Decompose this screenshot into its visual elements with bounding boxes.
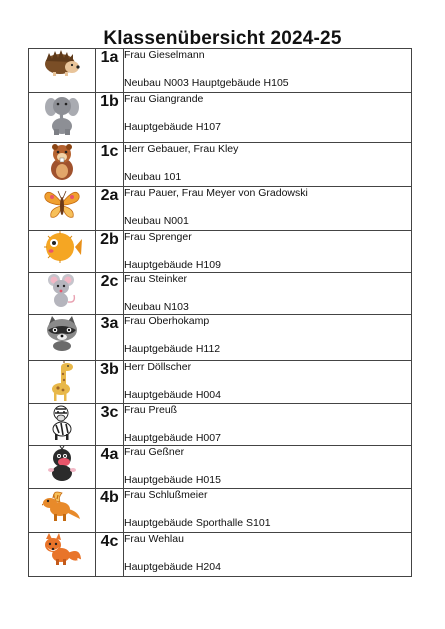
butterfly-icon: [43, 187, 81, 221]
class-code: 1b: [96, 93, 124, 143]
table-row: [29, 533, 412, 577]
table-row: [29, 315, 412, 361]
teacher-name: Frau Wehlau: [124, 533, 184, 545]
page-title: Klassenübersicht 2024-25: [103, 28, 342, 49]
dragon-icon: [42, 489, 82, 523]
class-info: [124, 361, 412, 404]
class-info: [124, 273, 412, 315]
zebra-icon: [49, 404, 75, 440]
room-location: Neubau N103: [124, 301, 189, 313]
table-row: [29, 143, 412, 187]
mouse-icon: [47, 273, 77, 307]
elephant-icon: [45, 93, 79, 135]
icon-cell: [29, 143, 96, 187]
class-info: [124, 49, 412, 93]
class-code: 4a: [96, 446, 124, 489]
table-row: [29, 93, 412, 143]
icon-cell: [29, 231, 96, 273]
room-location: Neubau N003 Hauptgebäude H105: [124, 77, 289, 89]
raccoon-icon: [43, 315, 81, 351]
teacher-name: Frau Preuß: [124, 404, 178, 416]
table-row: [29, 361, 412, 404]
room-location: Neubau N001: [124, 215, 189, 227]
class-info: [124, 315, 412, 361]
class-code: 3c: [96, 404, 124, 446]
room-location: Hauptgebäude H112: [124, 343, 221, 355]
class-info: [124, 231, 412, 273]
class-code: 4c: [96, 533, 124, 577]
icon-cell: [29, 49, 96, 93]
table-row: [29, 446, 412, 489]
class-code: 2c: [96, 273, 124, 315]
class-code: 1c: [96, 143, 124, 187]
table-row: [29, 489, 412, 533]
table-row: [29, 231, 412, 273]
teacher-name: Frau Giangrande: [124, 93, 204, 105]
room-location: Hauptgebäude H109: [124, 259, 221, 271]
fox-icon: [42, 533, 82, 565]
pufferfish-icon: [42, 231, 82, 263]
icon-cell: [29, 273, 96, 315]
class-table: [28, 48, 412, 577]
icon-cell: [29, 446, 96, 489]
class-code: 4b: [96, 489, 124, 533]
class-code: 2b: [96, 231, 124, 273]
table-row: [29, 404, 412, 446]
beaver-icon: [47, 143, 77, 181]
class-info: [124, 446, 412, 489]
icon-cell: [29, 404, 96, 446]
room-location: Hauptgebäude H015: [124, 474, 221, 486]
teacher-name: Herr Döllscher: [124, 361, 192, 373]
teacher-name: Frau Sprenger: [124, 231, 192, 243]
icon-cell: [29, 489, 96, 533]
class-info: [124, 533, 412, 577]
teacher-name: Herr Gebauer, Frau Kley: [124, 143, 239, 155]
table-row: [29, 187, 412, 231]
room-location: Hauptgebäude Sporthalle S101: [124, 517, 271, 529]
room-location: Hauptgebäude H107: [124, 121, 221, 133]
class-info: [124, 489, 412, 533]
class-code: 3a: [96, 315, 124, 361]
room-location: Neubau 101: [124, 171, 182, 183]
table-row: [29, 273, 412, 315]
room-location: Hauptgebäude H004: [124, 389, 221, 401]
class-info: [124, 93, 412, 143]
hedgehog-icon: [43, 49, 81, 77]
teacher-name: Frau Pauer, Frau Meyer von Gradowski: [124, 187, 308, 199]
icon-cell: [29, 533, 96, 577]
teacher-name: Frau Geßner: [124, 446, 185, 458]
class-code: 2a: [96, 187, 124, 231]
class-info: [124, 187, 412, 231]
room-location: Hauptgebäude H204: [124, 561, 221, 573]
teacher-name: Frau Gieselmann: [124, 49, 205, 61]
class-info: [124, 404, 412, 446]
room-location: Hauptgebäude H007: [124, 432, 221, 444]
teacher-name: Frau Oberhokamp: [124, 315, 210, 327]
icon-cell: [29, 315, 96, 361]
icon-cell: [29, 187, 96, 231]
icon-cell: [29, 93, 96, 143]
table-row: [29, 49, 412, 93]
class-code: 3b: [96, 361, 124, 404]
teacher-name: Frau Schlußmeier: [124, 489, 208, 501]
mole-icon: [47, 446, 77, 482]
teacher-name: Frau Steinker: [124, 273, 188, 285]
giraffe-icon: [49, 361, 75, 401]
icon-cell: [29, 361, 96, 404]
class-code: 1a: [96, 49, 124, 93]
class-info: [124, 143, 412, 187]
